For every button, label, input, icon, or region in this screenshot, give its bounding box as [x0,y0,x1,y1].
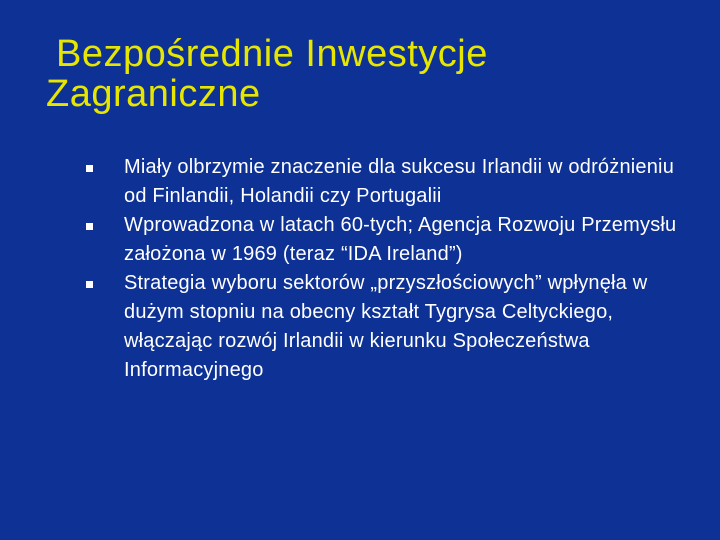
bullet-item [84,269,684,385]
bullet-list [84,153,684,385]
square-bullet-icon [86,223,93,230]
slide-title-line-1: Bezpośrednie Inwestycje [56,33,488,75]
bullet-item [84,211,684,269]
slide-title [46,34,686,114]
square-bullet-icon [86,281,93,288]
slide-title-line-2: Zagraniczne [46,73,261,115]
square-bullet-icon [86,165,93,172]
bullet-text: Strategia wyboru sektorów „przyszłościowych” wpłynęła w dużym stopniu na obecny kształt Tygrysa Celtyckiego, włączając rozwój Irlandii w kierunku Społeczeństwa Informacyjnego [124,272,648,381]
bullet-item [84,153,684,211]
bullet-text: Miały olbrzymie znaczenie dla sukcesu Irlandii w odróżnieniu od Finlandii, Holandii czy Portugalii [124,156,675,207]
bullet-text: Wprowadzona w latach 60-tych; Agencja Rozwoju Przemysłu założona w 1969 (teraz “IDA Ireland”) [124,214,677,265]
